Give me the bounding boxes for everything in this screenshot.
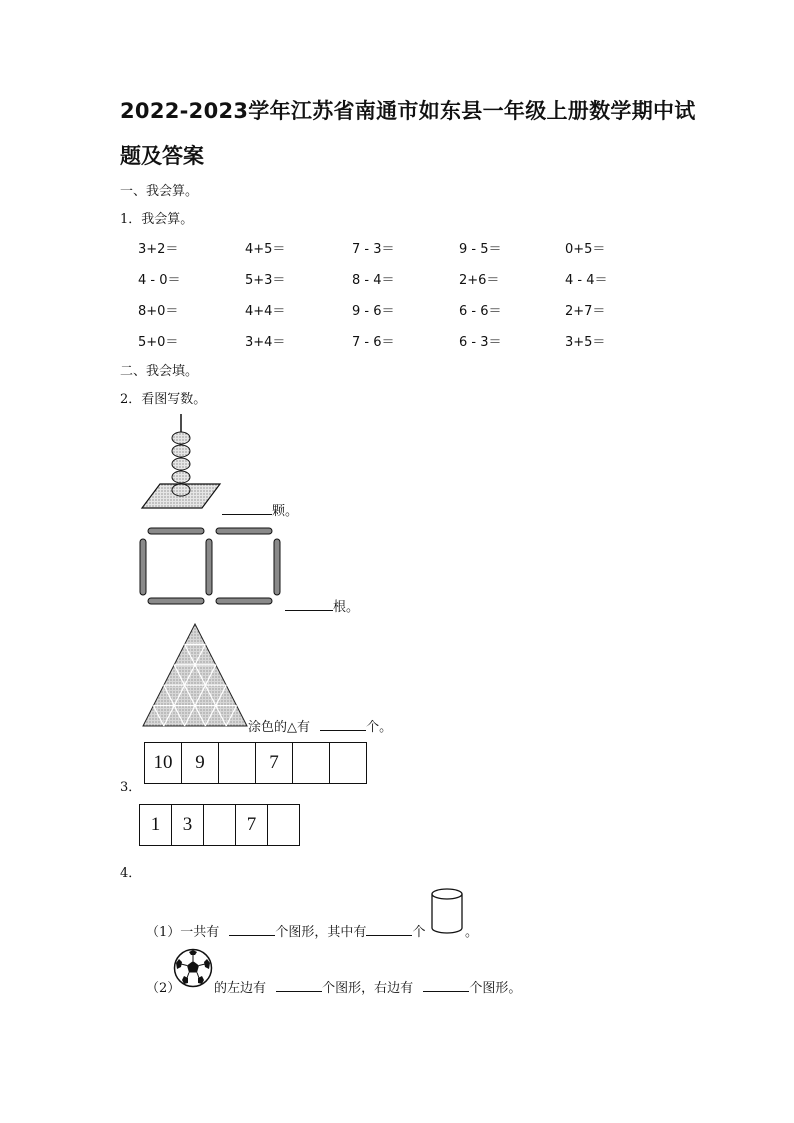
sequence-cell: 10 [145,743,182,783]
equation: 5+3＝ [245,273,286,288]
equation: 4+5＝ [245,242,286,257]
equation: 4 - 0＝ [138,273,181,288]
answer-blank[interactable] [366,923,412,936]
question-2-label: 2．看图写数。 [120,392,207,407]
section-heading-calc: 一、我会算。 [120,184,199,199]
sequence-cell: 7 [236,805,268,845]
q4-1-suffix: 个 [412,925,426,940]
q4-2-mid2: 个图形，右边有 [322,981,414,996]
answer-blank[interactable] [222,502,272,515]
question-3-label: 3． [120,780,142,795]
q2b-unit: 根。 [333,600,360,615]
bead-stack-image [140,412,222,512]
sequence-blank-cell[interactable] [330,743,366,783]
q4-1-prefix: （1）一共有 [146,925,220,940]
page-title: 2022-2023学年江苏省南通市如东县一年级上册数学期中试 [120,99,696,123]
equation: 3+4＝ [245,335,286,350]
stick [148,528,204,534]
q4-1-mid: 个图形，其中有 [275,925,367,940]
question-4-label: 4． [120,866,142,881]
equation: 3+2＝ [138,242,179,257]
section-heading-fill: 二、我会填。 [120,364,199,379]
sequence-blank-cell[interactable] [204,805,236,845]
stick [216,598,272,604]
triangle-pyramid-image [140,622,250,728]
sticks-image [138,525,286,607]
question-1-label: 1．我会算。 [120,212,194,227]
cylinder-icon [430,886,464,936]
q4-1-period: 。 [465,925,479,940]
equation: 9 - 6＝ [352,304,395,319]
equation: 4+4＝ [245,304,286,319]
soccer-ball-icon [173,948,213,988]
equation: 8 - 4＝ [352,273,395,288]
sequence-cell: 7 [256,743,293,783]
answer-blank[interactable] [423,979,469,992]
number-sequence-boxes-1 [144,742,367,784]
answer-blank[interactable] [229,923,275,936]
number-sequence-boxes-2 [139,804,300,846]
answer-blank[interactable] [320,718,366,731]
bead [172,471,190,483]
stick [216,528,272,534]
equation: 5+0＝ [138,335,179,350]
sequence-cell: 9 [182,743,219,783]
bead [172,432,190,444]
stick [274,539,280,595]
equation: 7 - 3＝ [352,242,395,257]
equation: 4 - 4＝ [565,273,608,288]
q4-2-prefix: （2） [146,981,181,996]
bead [172,484,190,496]
equation: 6 - 6＝ [459,304,502,319]
sequence-cell: 1 [140,805,172,845]
sequence-blank-cell[interactable] [293,743,330,783]
equation: 6 - 3＝ [459,335,502,350]
equation: 9 - 5＝ [459,242,502,257]
answer-blank[interactable] [285,598,333,611]
stick [140,539,146,595]
equation: 3+5＝ [565,335,606,350]
q4-2-suffix: 个图形。 [469,981,522,996]
equation: 0+5＝ [565,242,606,257]
q2c-prefix: 涂色的△有 [248,720,310,735]
stick [206,539,212,595]
page-title-continued: 题及答案 [120,144,204,168]
bead [172,458,190,470]
sequence-blank-cell[interactable] [219,743,256,783]
stick [148,598,204,604]
equation: 2+6＝ [459,273,500,288]
q2c-unit: 个。 [366,720,393,735]
equation: 2+7＝ [565,304,606,319]
sequence-blank-cell[interactable] [268,805,299,845]
answer-blank[interactable] [276,979,322,992]
equation: 8+0＝ [138,304,179,319]
bead [172,445,190,457]
q4-2-mid: 的左边有 [214,981,267,996]
equation: 7 - 6＝ [352,335,395,350]
q2a-unit: 颗。 [272,504,299,519]
sequence-cell: 3 [172,805,204,845]
